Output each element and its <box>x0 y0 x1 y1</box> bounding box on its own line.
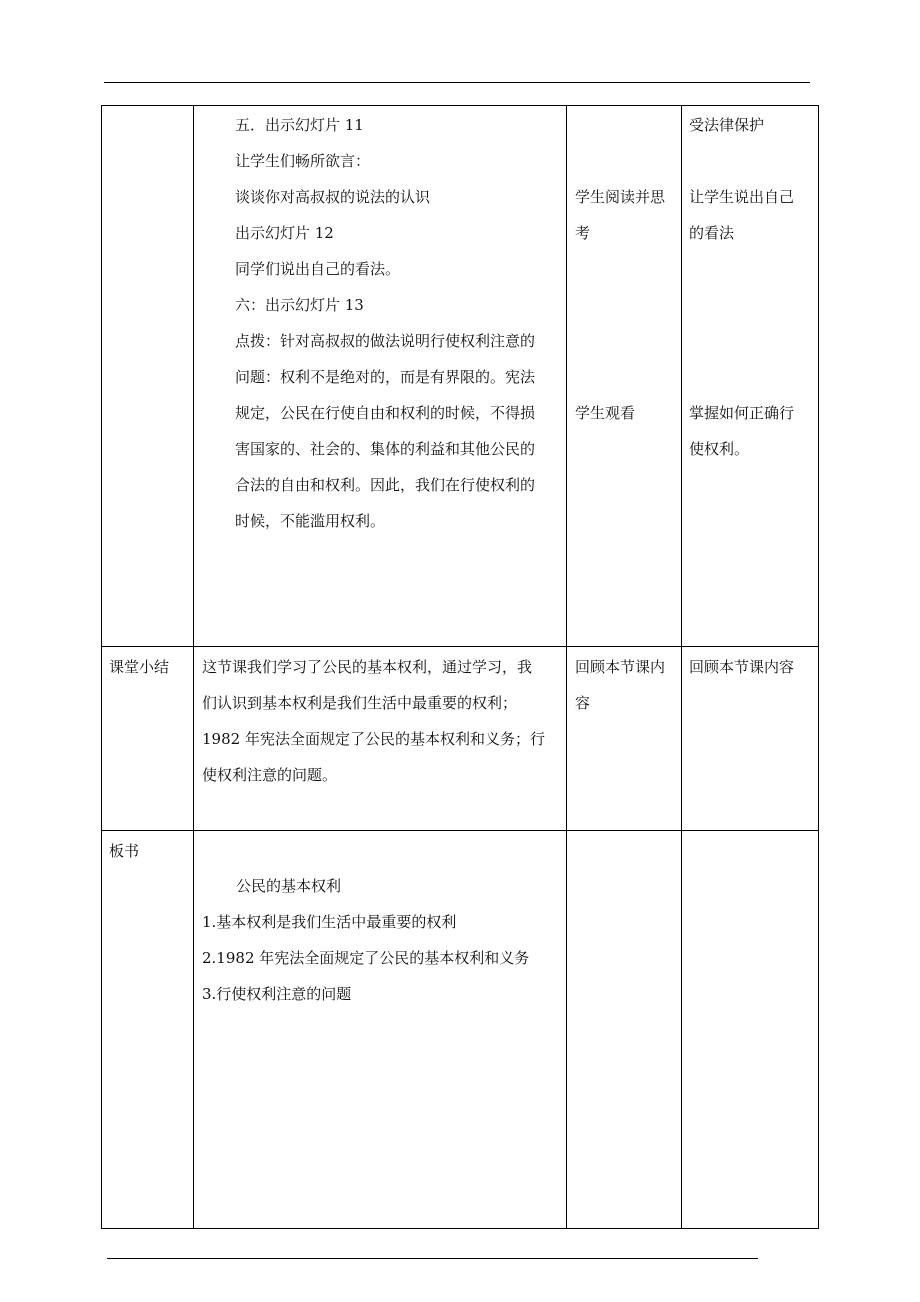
student-activity-watch <box>575 395 680 431</box>
summary-label <box>109 649 193 685</box>
student-activity-line: 考 <box>575 224 591 242</box>
row-label: 课堂小结 <box>109 658 170 676</box>
design-intent-line: 使权利。 <box>689 440 750 458</box>
row-divider-summary <box>101 646 819 647</box>
step-line: 谈谈你对高叔叔的说法的认识 <box>235 188 431 206</box>
header-rule <box>104 82 810 83</box>
design-intent-opinion <box>689 179 817 251</box>
lesson-plan-table <box>101 105 819 1229</box>
summary-design-intent <box>689 649 817 685</box>
design-intent-line: 受法律保护 <box>689 116 765 134</box>
step-line: 五．出示幻灯片 11 <box>235 116 364 134</box>
table-border-right <box>818 105 819 1229</box>
column-divider-3 <box>681 105 682 1229</box>
guidance-continuation <box>200 359 566 539</box>
summary-line: 这节课我们学习了公民的基本权利，通过学习，我 <box>202 658 533 676</box>
summary-line: 1982 年宪法全面规定了公民的基本权利和义务；行 <box>202 730 545 748</box>
summary-content <box>202 649 566 793</box>
summary-line: 们认识到基本权利是我们生活中最重要的权利； <box>202 694 518 712</box>
design-intent-line: 回顾本节课内容 <box>689 658 795 676</box>
guidance-line: 规定，公民在行使自由和权利的时候，不得损 <box>235 404 536 422</box>
footer-rule <box>107 1258 758 1259</box>
board-item: 3.行使权利注意的问题 <box>202 985 352 1003</box>
design-intent-line: 掌握如何正确行 <box>689 404 795 422</box>
column-divider-1 <box>193 105 194 1229</box>
design-intent-rights <box>689 395 817 467</box>
design-intent-protect <box>689 107 817 143</box>
table-border-top <box>101 105 819 106</box>
guidance-line: 合法的自由和权利。因此，我们在行使权利的 <box>235 476 536 494</box>
board-title: 公民的基本权利 <box>236 877 342 895</box>
table-border-left <box>101 105 102 1229</box>
column-divider-2 <box>566 105 567 1229</box>
student-activity-read <box>575 179 680 251</box>
board-label <box>109 833 193 869</box>
board-content <box>202 868 566 1012</box>
row-divider-board <box>101 830 819 831</box>
student-activity-line: 容 <box>575 694 591 712</box>
board-item: 1.基本权利是我们生活中最重要的权利 <box>202 913 457 931</box>
student-activity-line: 学生观看 <box>575 404 636 422</box>
guidance-line: 问题：权利不是绝对的，而是有界限的。宪法 <box>235 368 536 386</box>
table-border-bottom <box>101 1228 819 1229</box>
guidance-content <box>200 323 566 359</box>
guidance-line: 害国家的、社会的、集体的利益和其他公民的 <box>235 440 536 458</box>
guidance-line: 时候，不能滥用权利。 <box>235 512 386 530</box>
student-activity-line: 学生阅读并思 <box>575 188 666 206</box>
step-line: 六：出示幻灯片 13 <box>235 296 364 314</box>
guidance-line: 点拨：针对高叔叔的做法说明行使权利注意的 <box>235 332 536 350</box>
step-line: 出示幻灯片 12 <box>235 224 334 242</box>
teaching-steps-content <box>200 107 566 323</box>
summary-line: 使权利注意的问题。 <box>202 766 338 784</box>
step-line: 让学生们畅所欲言： <box>235 152 371 170</box>
board-item: 2.1982 年宪法全面规定了公民的基本权利和义务 <box>202 949 530 967</box>
step-line: 同学们说出自己的看法。 <box>235 260 401 278</box>
summary-student-activity <box>575 649 680 721</box>
design-intent-line: 让学生说出自己 <box>689 188 795 206</box>
row-label: 板书 <box>109 842 140 860</box>
design-intent-line: 的看法 <box>689 224 735 242</box>
student-activity-line: 回顾本节课内 <box>575 658 666 676</box>
